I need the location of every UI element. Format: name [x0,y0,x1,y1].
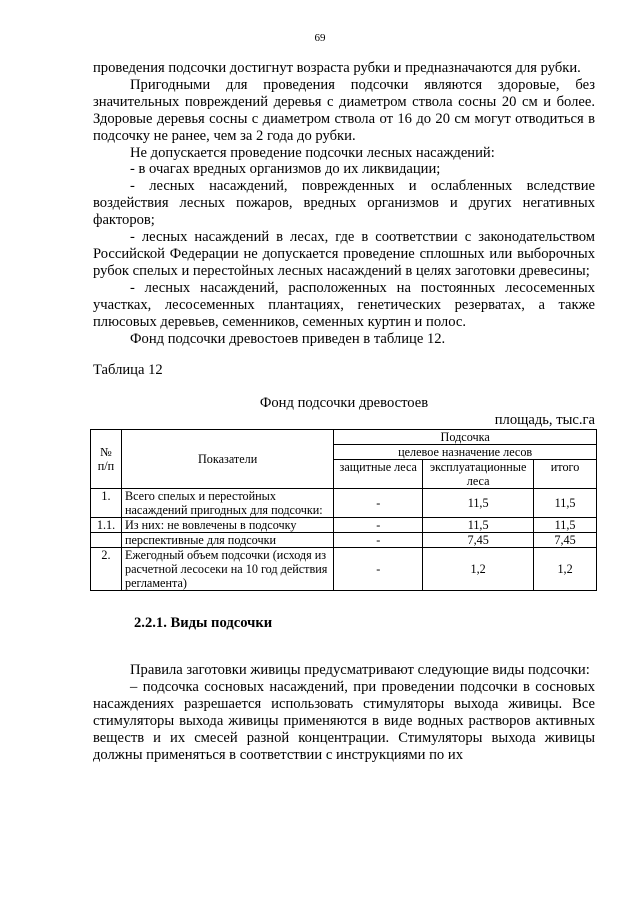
section-heading: 2.2.1. Виды подсочки [134,615,273,632]
header-group: Подсочка [334,430,597,445]
row-label: Из них: не вовлечены в подсочку [121,518,333,533]
paragraph: Правила заготовки живицы предусматривают следующие виды подсочки: [130,662,590,679]
list-item: - лесных насаждений, поврежденных и ослабленных вследствие воздействия лесных пожаров, вредных организмов и других негативных факторов; [93,178,595,229]
header-col3: итого [534,460,597,489]
list-item: - лесных насаждений, расположенных на постоянных лесосеменных участках, лесосеменных плантациях, генетических резерватах, а также плюсовых деревьев, семенников, семенных куртин и полос. [93,279,595,330]
row-num [91,533,122,548]
header-indicators: Показатели [121,430,333,489]
list-item: - лесных насаждений в лесах, где в соответствии с законодательством Российской Федерации не допускается проведение сплошных или выборочных рубок спелых и перестойных лесных насаждений в целях заготовки древесины; [93,229,595,279]
table-row [91,533,597,548]
table-title: Фонд подсочки древостоев [259,395,429,412]
paragraph: Фонд подсочки древостоев приведен в таблице 12. [130,330,446,347]
row-cell: 11,5 [534,518,597,533]
table-row [91,518,597,533]
row-cell: 1,2 [534,548,597,591]
fund-table [90,429,597,591]
row-label: перспективные для подсочки [121,533,333,548]
row-num: 1.1. [91,518,122,533]
paragraph: Пригодными для проведения подсочки являются здоровые, без значительных повреждений деревья с диаметром ствола сосны 20 см и более. Здоровые деревья сосны с диаметром ствола от 16 до 20 см могут отводиться в подсочку не ранее, чем за 2 года до рубки. [93,76,595,144]
table-caption: Таблица 12 [93,362,163,379]
row-cell: - [334,548,423,591]
row-label: Всего спелых и перестойных насаждений пригодных для подсочки: [121,489,333,518]
header-col2: эксплуатационные леса [423,460,534,489]
row-cell: - [334,518,423,533]
table-row [91,489,597,518]
header-num: № п/п [91,430,122,489]
table-header-row [91,430,597,445]
paragraph: Не допускается проведение подсочки лесных насаждений: [130,144,495,161]
header-subgroup: целевое назначение лесов [334,445,597,460]
paragraph: проведения подсочки достигнут возраста рубки и предназначаются для рубки. [93,60,581,76]
row-cell: 11,5 [423,489,534,518]
row-num: 1. [91,489,122,518]
row-cell: 11,5 [534,489,597,518]
list-item: - в очагах вредных организмов до их ликвидации; [130,161,441,178]
row-cell: 11,5 [423,518,534,533]
paragraph: – подсочка сосновых насаждений, при проведении подсочки в сосновых насаждениях разрешается использовать стимуляторы выхода живицы. Все стимуляторы выхода живицы применяются в виде водных растворов активных веществ и их смесей разной концентрации. Стимуляторы выхода живицы должны применяться в соответствии с инструкциями по их [93,678,595,763]
row-cell: - [334,533,423,548]
row-cell: 7,45 [423,533,534,548]
document-body [93,60,595,763]
row-num: 2. [91,548,122,591]
table-row [91,548,597,591]
row-cell: - [334,489,423,518]
row-cell: 7,45 [534,533,597,548]
row-cell: 1,2 [423,548,534,591]
table-units: площадь, тыс.га [494,412,595,429]
row-label: Ежегодный объем подсочки (исходя из расчетной лесосеки на 10 год действия регламента) [121,548,333,591]
header-col1: защитные леса [334,460,423,489]
page-number: 69 [314,32,326,44]
